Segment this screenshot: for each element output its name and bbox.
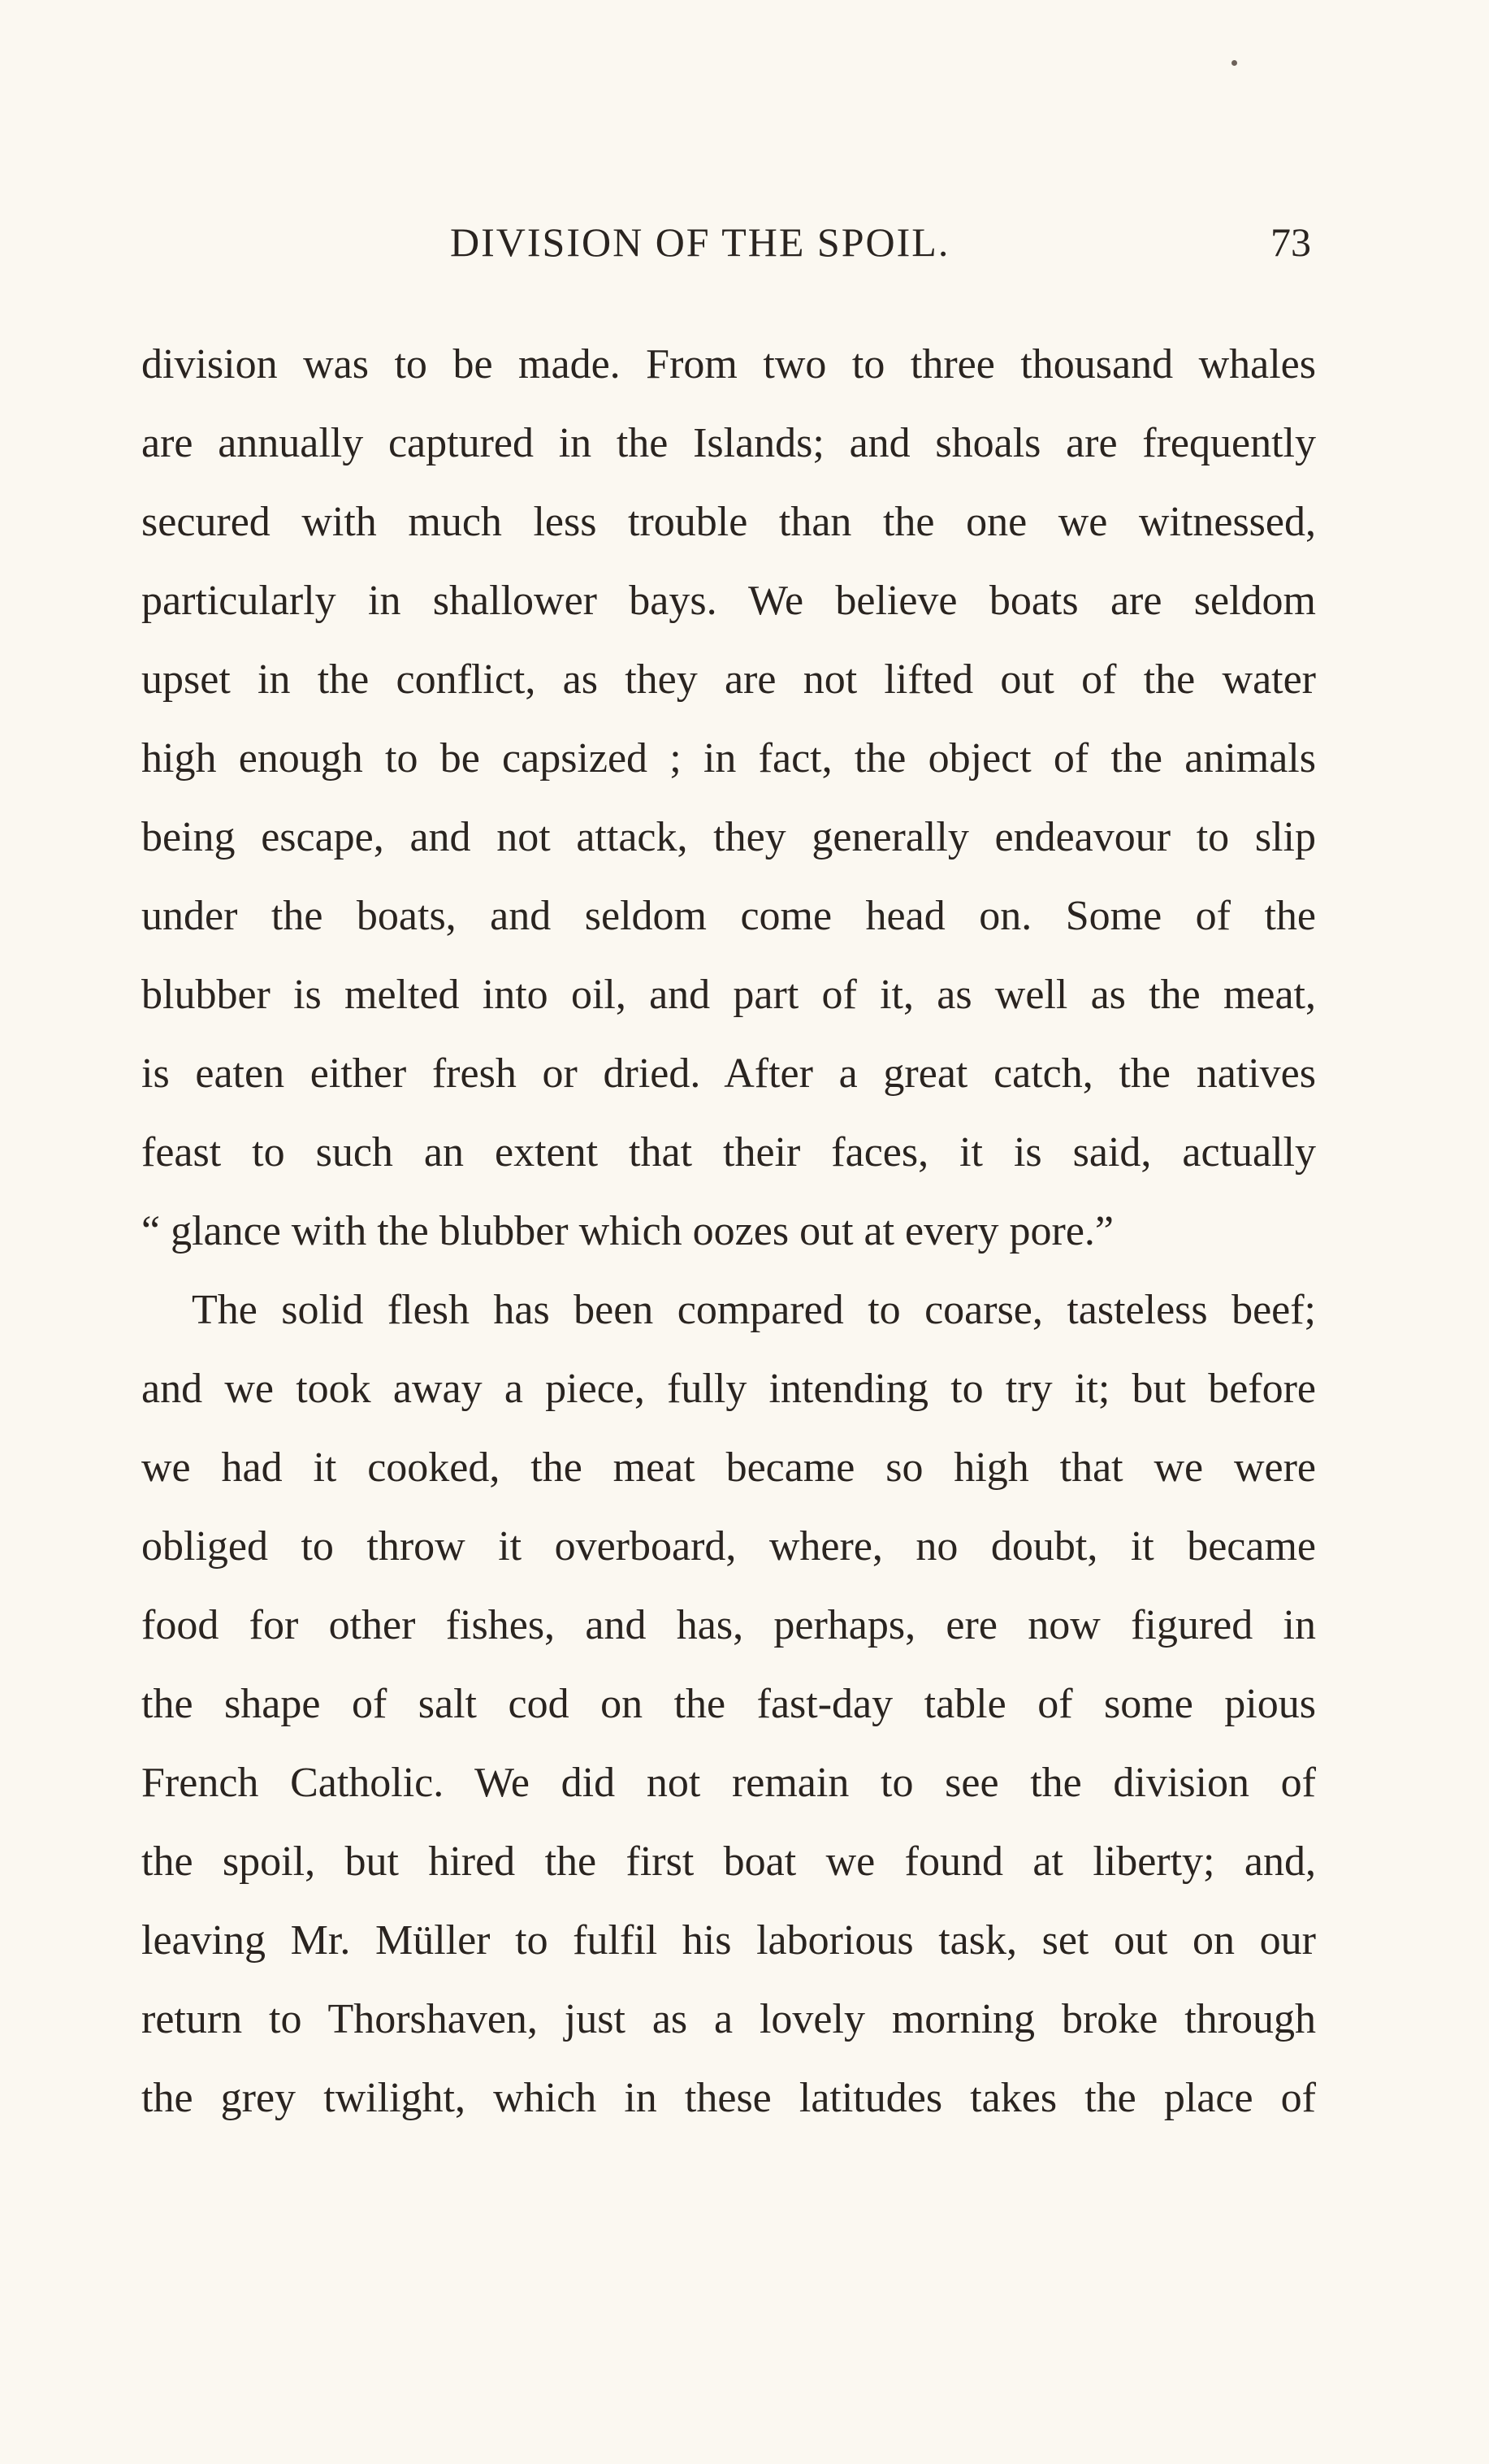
text-line: French Catholic. We did not remain to see the division of xyxy=(141,1760,1316,1806)
text-line: high enough to be capsized ; in fact, the object of the animals xyxy=(141,735,1316,782)
running-title: DIVISION OF THE SPOIL. xyxy=(450,219,950,265)
text-line: secured with much less trouble than the one we witnessed, xyxy=(141,499,1316,545)
body-text xyxy=(141,325,1316,2137)
text-line: are annually captured in the Islands; and shoals are frequently xyxy=(141,420,1316,466)
text-line: and we took away a piece, fully intending to try it; but before xyxy=(141,1366,1316,1412)
text-line: leaving Mr. Müller to fulfil his laborious task, set out on our xyxy=(141,1917,1316,1964)
text-line: under the boats, and seldom come head on. Some of the xyxy=(141,893,1316,939)
paragraph-1 xyxy=(141,325,1316,1271)
text-line: return to Thorshaven, just as a lovely morning broke through xyxy=(141,1996,1316,2042)
text-line: particularly in shallower bays. We believe boats are seldom xyxy=(141,578,1316,624)
text-line: we had it cooked, the meat became so high that we were xyxy=(141,1444,1316,1491)
page-number: 73 xyxy=(1270,219,1311,265)
ink-speck xyxy=(1231,60,1237,66)
paragraph-2 xyxy=(141,1271,1316,2137)
text-line: “ glance with the blubber which oozes out at every pore.” xyxy=(141,1208,1114,1254)
text-line: the spoil, but hired the first boat we found at liberty; and, xyxy=(141,1838,1316,1885)
text-line: division was to be made. From two to three thousand whales xyxy=(141,341,1316,388)
text-line: is eaten either fresh or dried. After a great catch, the natives xyxy=(141,1050,1316,1097)
text-line: upset in the conflict, as they are not lifted out of the water xyxy=(141,656,1316,703)
text-line: the grey twilight, which in these latitudes takes the place of xyxy=(141,2075,1316,2121)
running-head xyxy=(141,210,1311,275)
text-line: feast to such an extent that their faces, it is said, actually xyxy=(141,1129,1316,1176)
text-line: food for other fishes, and has, perhaps, ere now figured in xyxy=(141,1602,1316,1648)
text-line: being escape, and not attack, they generally endeavour to slip xyxy=(141,814,1316,860)
text-line: The solid flesh has been compared to coarse, tasteless beef; xyxy=(192,1287,1316,1333)
text-line: the shape of salt cod on the fast-day table of some pious xyxy=(141,1681,1316,1727)
text-line: obliged to throw it overboard, where, no doubt, it became xyxy=(141,1523,1316,1570)
text-line: blubber is melted into oil, and part of it, as well as the meat, xyxy=(141,972,1316,1018)
